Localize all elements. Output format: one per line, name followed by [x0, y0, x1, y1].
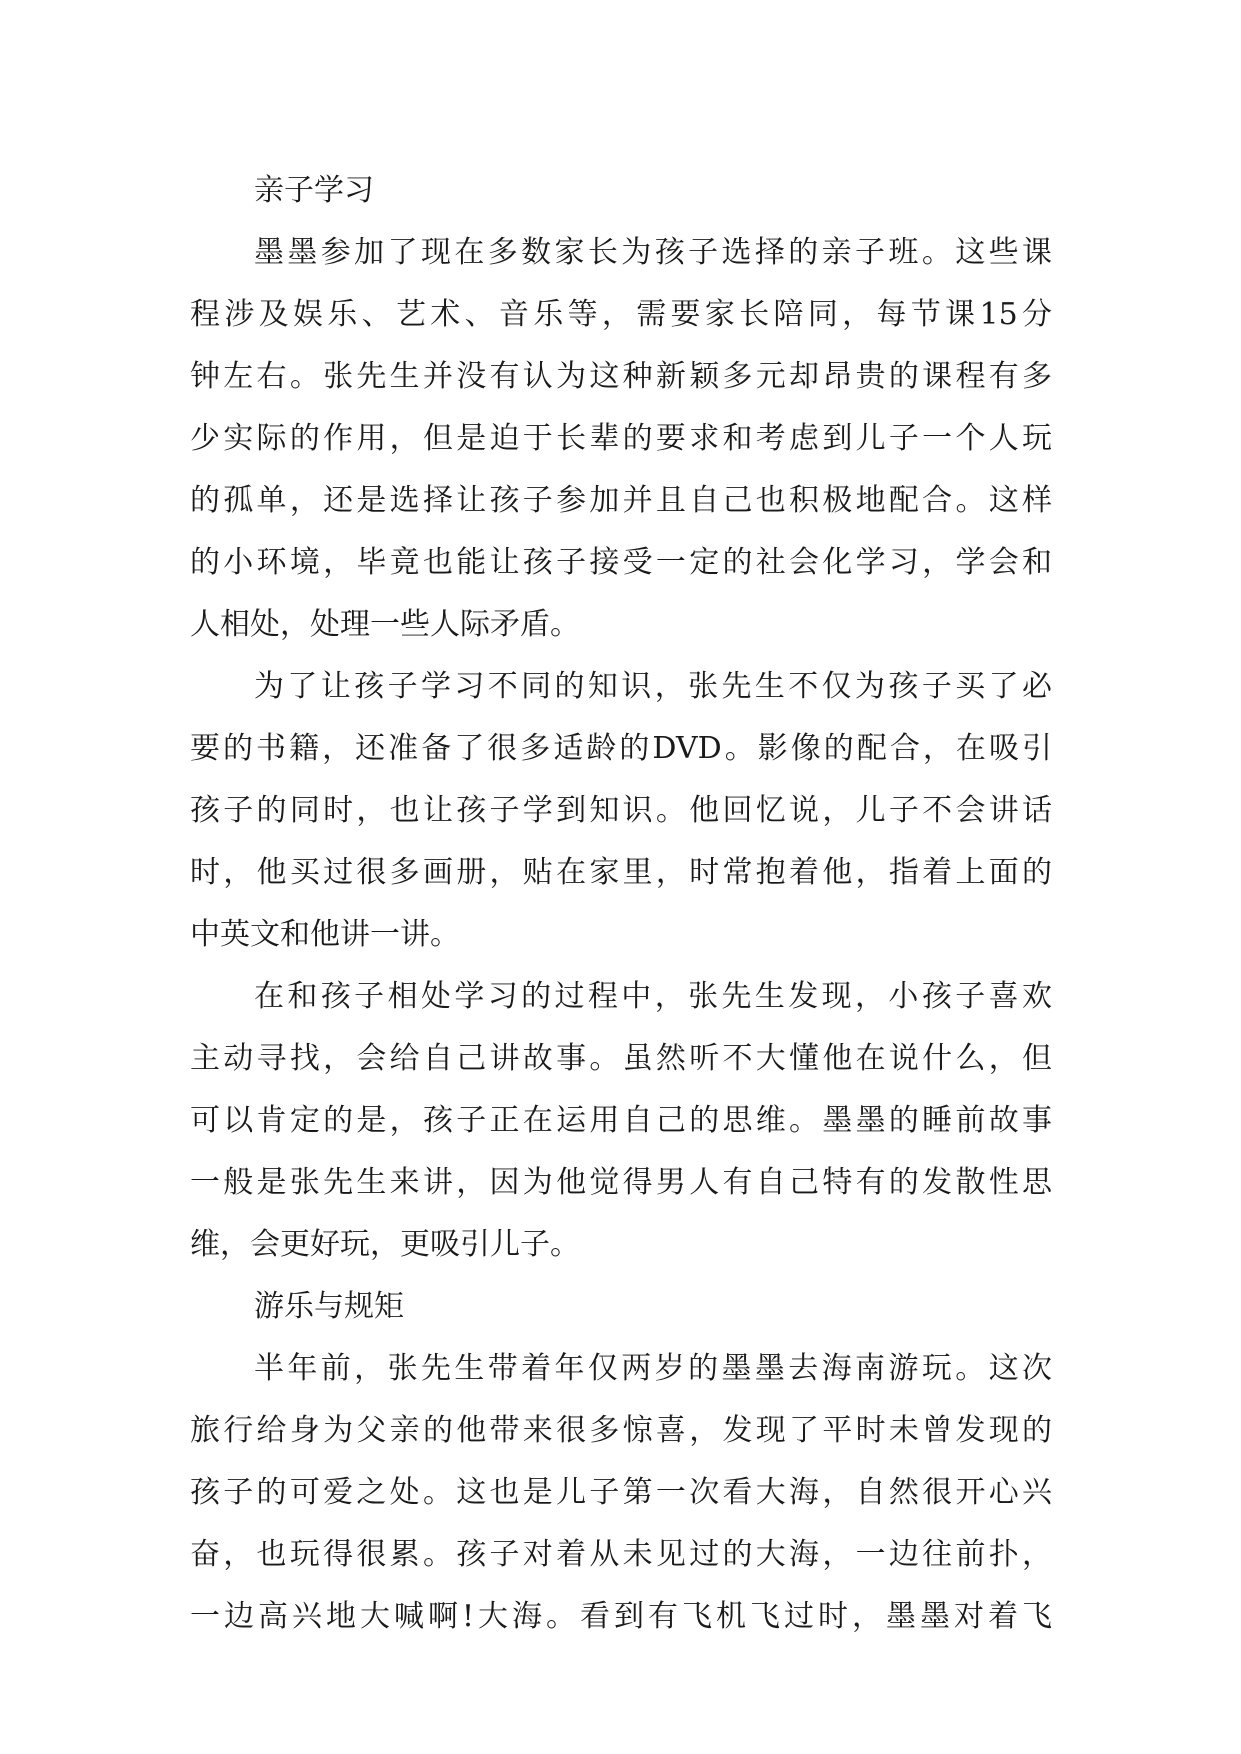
section-heading-parent-child-learning: 亲子学习 [254, 173, 374, 208]
paragraph-line: 可以肯定的是，孩子正在运用自己的思维。墨墨的睡前故事 [190, 1103, 1052, 1138]
paragraph-line: 时，他买过很多画册，贴在家里，时常抱着他，指着上面的 [190, 855, 1052, 890]
paragraph-line: 在和孩子相处学习的过程中，张先生发现，小孩子喜欢 [254, 979, 1052, 1014]
paragraph-line: 半年前，张先生带着年仅两岁的墨墨去海南游玩。这次 [254, 1351, 1052, 1386]
paragraph-line: 钟左右。张先生并没有认为这种新颖多元却昂贵的课程有多 [190, 359, 1052, 394]
document-body [190, 160, 1052, 1648]
section-heading-play-and-rules: 游乐与规矩 [254, 1289, 404, 1324]
paragraph-storytelling [190, 966, 1052, 1276]
paragraph-line: 主动寻找，会给自己讲故事。虽然听不大懂他在说什么，但 [190, 1041, 1052, 1076]
paragraph-line: 中英文和他讲一讲。 [190, 917, 460, 952]
paragraph-hainan-trip [190, 1338, 1052, 1648]
paragraph-line: 孩子的可爱之处。这也是儿子第一次看大海，自然很开心兴 [190, 1475, 1052, 1510]
paragraph-line: 为了让孩子学习不同的知识，张先生不仅为孩子买了必 [254, 669, 1052, 704]
paragraph-line: 的孤单，还是选择让孩子参加并且自己也积极地配合。这样 [190, 483, 1052, 518]
paragraph-line: 少实际的作用，但是迫于长辈的要求和考虑到儿子一个人玩 [190, 421, 1052, 456]
paragraph-line: 要的书籍，还准备了很多适龄的DVD。影像的配合，在吸引 [190, 731, 1052, 766]
paragraph-line: 维，会更好玩，更吸引儿子。 [190, 1227, 580, 1262]
paragraph-parent-child-class [190, 222, 1052, 656]
paragraph-line: 奋，也玩得很累。孩子对着从未见过的大海，一边往前扑， [190, 1537, 1052, 1572]
paragraph-line: 墨墨参加了现在多数家长为孩子选择的亲子班。这些课 [254, 235, 1052, 270]
paragraph-line: 一边高兴地大喊啊!大海。看到有飞机飞过时，墨墨对着飞 [190, 1599, 1052, 1634]
paragraph-line: 人相处，处理一些人际矛盾。 [190, 607, 580, 642]
paragraph-line: 程涉及娱乐、艺术、音乐等，需要家长陪同，每节课15分 [190, 297, 1052, 332]
paragraph-books-and-dvds [190, 656, 1052, 966]
paragraph-line: 一般是张先生来讲，因为他觉得男人有自己特有的发散性思 [190, 1165, 1052, 1200]
paragraph-line: 的小环境，毕竟也能让孩子接受一定的社会化学习，学会和 [190, 545, 1052, 580]
paragraph-line: 旅行给身为父亲的他带来很多惊喜，发现了平时未曾发现的 [190, 1413, 1052, 1448]
paragraph-line: 孩子的同时，也让孩子学到知识。他回忆说，儿子不会讲话 [190, 793, 1052, 828]
